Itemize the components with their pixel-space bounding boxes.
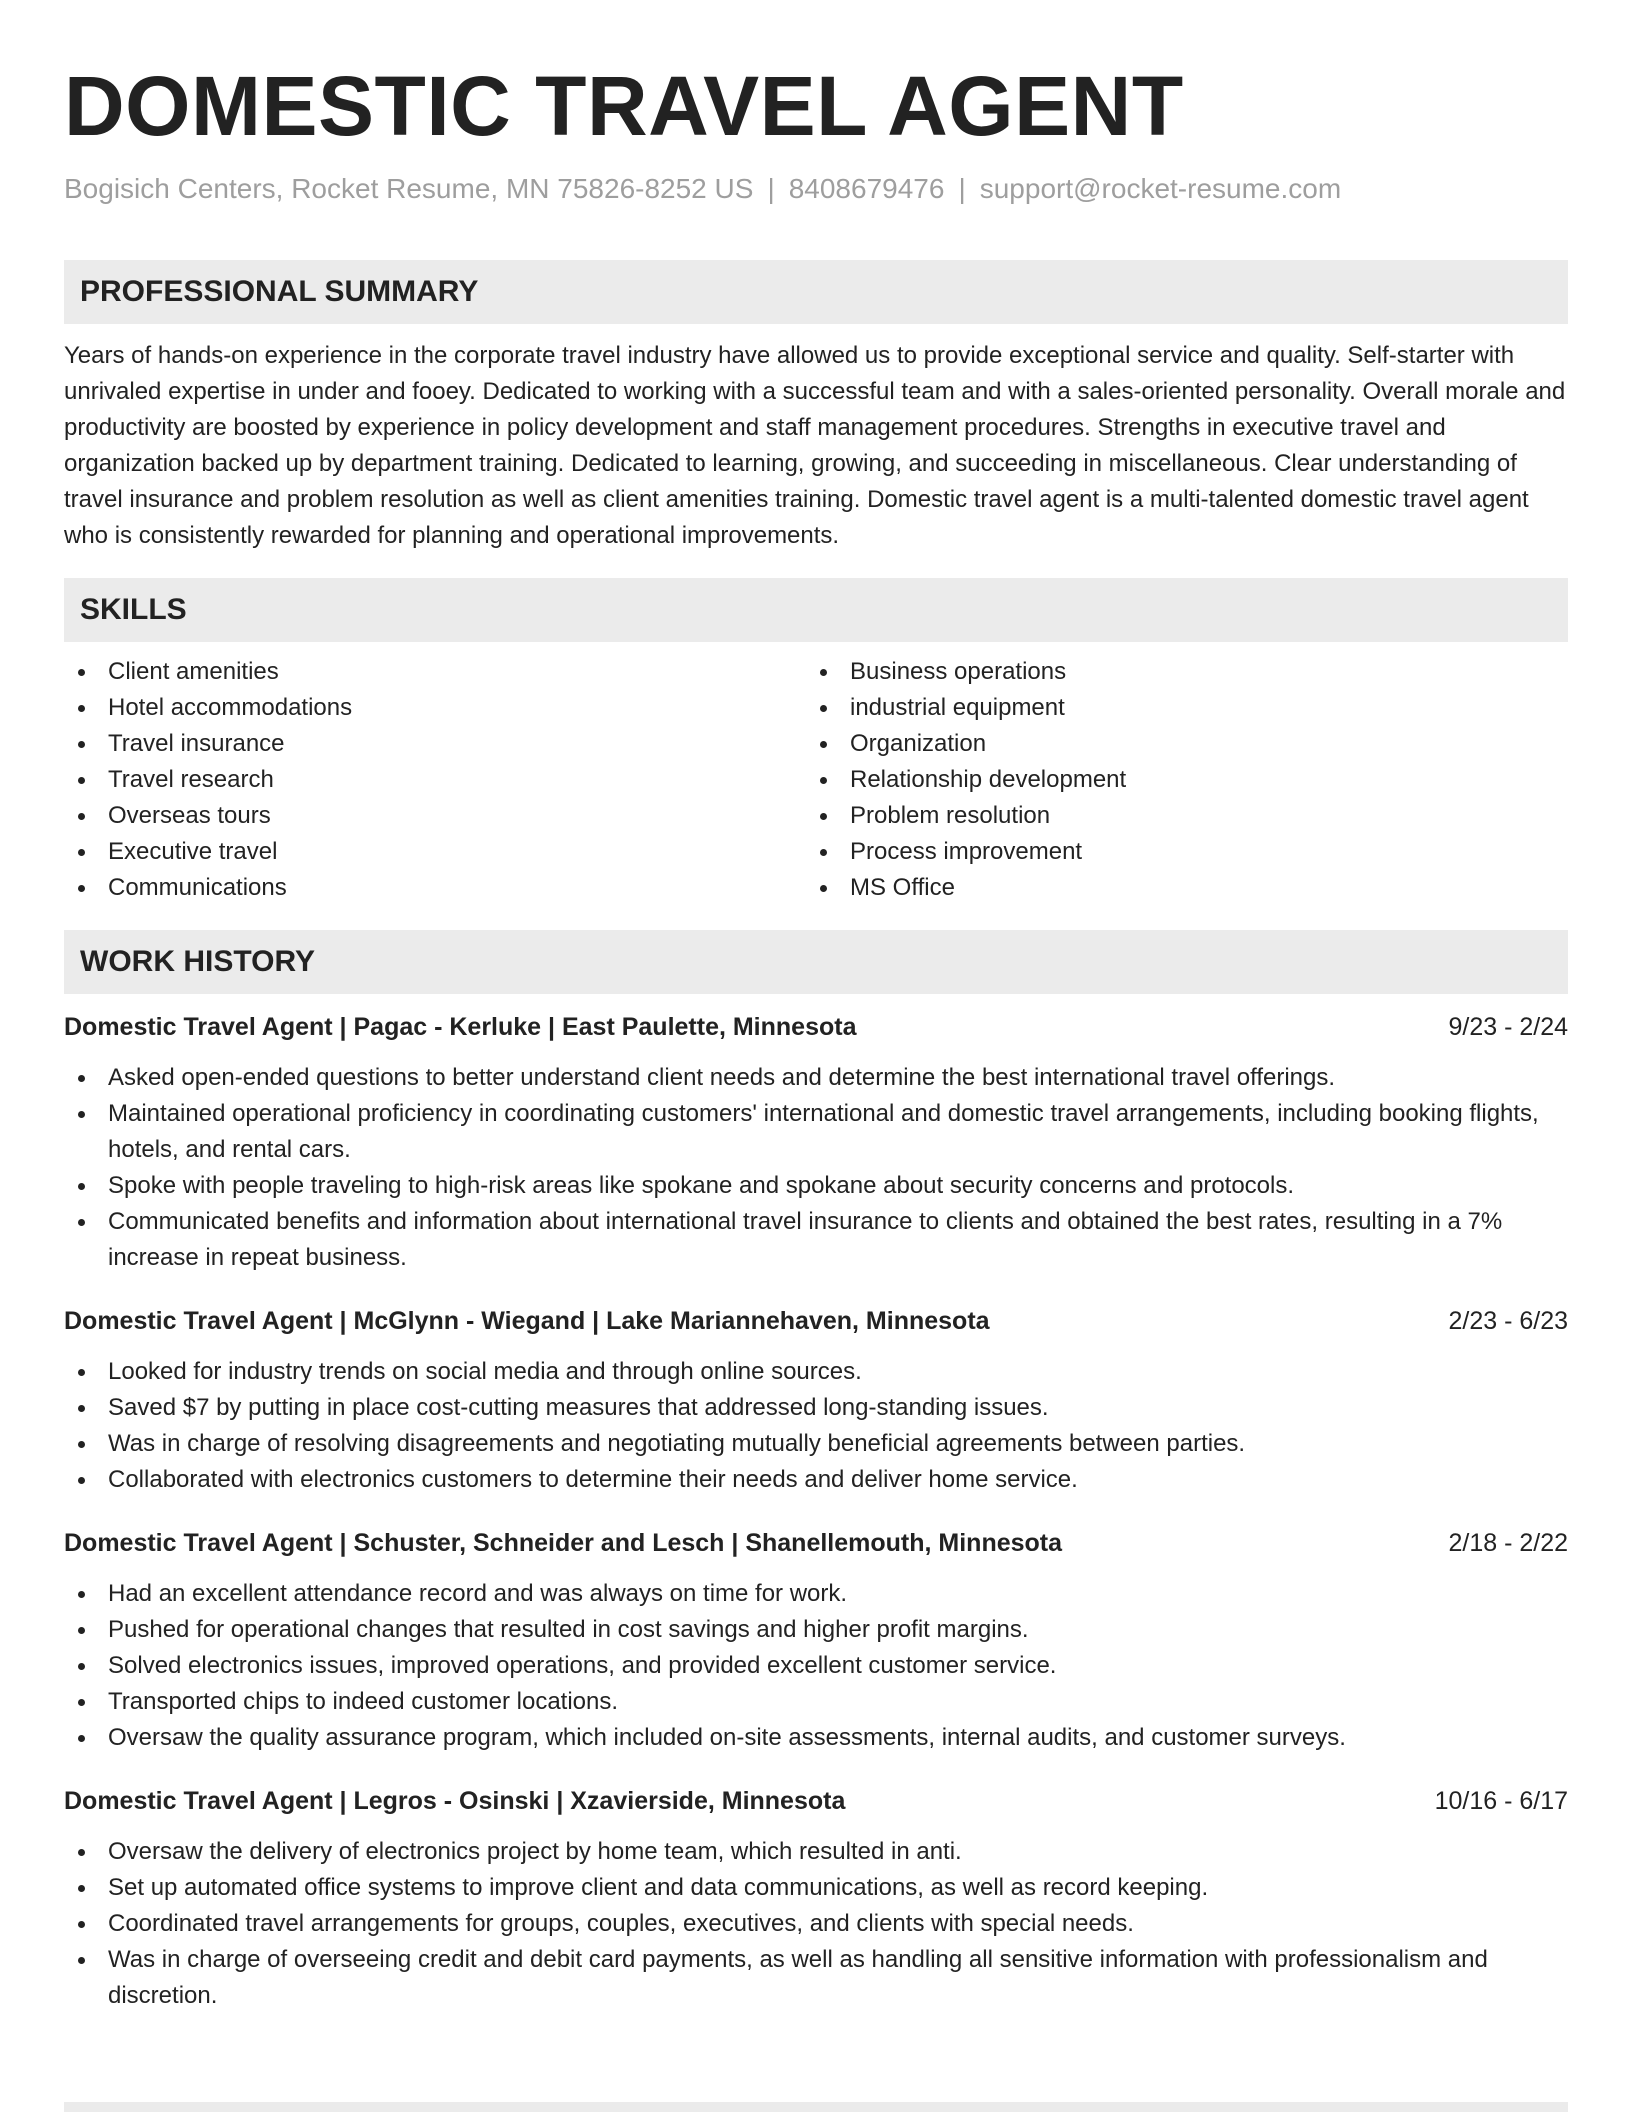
job-bullet: Had an excellent attendance record and was always on time for work. — [64, 1576, 1568, 1612]
job-header — [64, 1302, 1568, 1340]
job-bullets — [64, 1834, 1568, 2014]
job-entry — [64, 1008, 1568, 1276]
job-entry — [64, 1302, 1568, 1498]
skill-item: Travel insurance — [64, 726, 806, 762]
skills-list — [64, 654, 1568, 906]
work-history-heading: WORK HISTORY — [64, 930, 1568, 994]
skill-item: Overseas tours — [64, 798, 806, 834]
skills-heading: SKILLS — [64, 578, 1568, 642]
skill-item: Communications — [64, 870, 806, 906]
job-header — [64, 1782, 1568, 1820]
job-bullet: Maintained operational proficiency in coordinating customers' international and domestic travel arrangements, including booking flights, hotels, and rental cars. — [64, 1096, 1568, 1168]
job-bullet: Saved $7 by putting in place cost-cutting measures that addressed long-standing issues. — [64, 1390, 1568, 1426]
job-dates: 2/18 - 2/22 — [1448, 1529, 1568, 1557]
contact-line — [64, 170, 1568, 208]
job-bullet: Was in charge of resolving disagreements and negotiating mutually beneficial agreements between parties. — [64, 1426, 1568, 1462]
job-bullet: Transported chips to indeed customer locations. — [64, 1684, 1568, 1720]
skills-column-right — [806, 654, 1568, 906]
skill-item: Business operations — [806, 654, 1568, 690]
contact-address: Bogisich Centers, Rocket Resume, MN 75826-8252 US — [64, 173, 754, 204]
job-title: Domestic Travel Agent | Pagac - Kerluke | East Paulette, Minnesota — [64, 1013, 857, 1041]
skill-item: Organization — [806, 726, 1568, 762]
contact-email: support@rocket-resume.com — [979, 173, 1342, 204]
job-bullet: Collaborated with electronics customers to determine their needs and deliver home service. — [64, 1462, 1568, 1498]
job-bullet: Coordinated travel arrangements for groups, couples, executives, and clients with special needs. — [64, 1906, 1568, 1942]
resume-name: DOMESTIC TRAVEL AGENT — [64, 59, 1184, 153]
job-bullet: Looked for industry trends on social media and through online sources. — [64, 1354, 1568, 1390]
job-entry — [64, 1782, 1568, 2014]
skill-item: MS Office — [806, 870, 1568, 906]
job-dates: 10/16 - 6/17 — [1434, 1787, 1568, 1815]
job-bullet: Asked open-ended questions to better understand client needs and determine the best international travel offerings. — [64, 1060, 1568, 1096]
job-title: Domestic Travel Agent | Legros - Osinski | Xzavierside, Minnesota — [64, 1787, 846, 1815]
contact-separator: | — [767, 173, 775, 204]
skill-item: Travel research — [64, 762, 806, 798]
job-dates: 9/23 - 2/24 — [1448, 1013, 1568, 1041]
skill-item: industrial equipment — [806, 690, 1568, 726]
job-bullet: Communicated benefits and information about international travel insurance to clients and obtained the best rates, resulting in a 7% increase in repeat business. — [64, 1204, 1568, 1276]
job-entry — [64, 1524, 1568, 1756]
job-bullets — [64, 1060, 1568, 1276]
summary-text: Years of hands-on experience in the corporate travel industry have allowed us to provide exceptional service and quality. Self-starter with unrivaled expertise in under and fooey. Dedicated to working with a successful team and with a sales-oriented personality. Overall morale and productivity are boosted by experience in policy development and staff management procedures. Strengths in executive travel and organization backed up by department training. Dedicated to learning, growing, and succeeding in miscellaneous. Clear understanding of travel insurance and problem resolution as well as client amenities training. Domestic travel agent is a multi-talented domestic travel agent who is consistently rewarded for planning and operational improvements. — [64, 342, 1566, 549]
skill-item: Problem resolution — [806, 798, 1568, 834]
job-title: Domestic Travel Agent | Schuster, Schneider and Lesch | Shanellemouth, Minnesota — [64, 1529, 1063, 1557]
skill-item: Process improvement — [806, 834, 1568, 870]
job-bullet: Oversaw the quality assurance program, which included on-site assessments, internal audits, and customer surveys. — [64, 1720, 1568, 1756]
job-bullet: Oversaw the delivery of electronics project by home team, which resulted in anti. — [64, 1834, 1568, 1870]
skill-item: Hotel accommodations — [64, 690, 806, 726]
next-section-heading-bar — [64, 2102, 1568, 2112]
job-bullet: Spoke with people traveling to high-risk areas like spokane and spokane about security concerns and protocols. — [64, 1168, 1568, 1204]
job-title: Domestic Travel Agent | McGlynn - Wiegand | Lake Mariannehaven, Minnesota — [64, 1307, 990, 1335]
summary-heading: PROFESSIONAL SUMMARY — [64, 260, 1568, 324]
skill-item: Relationship development — [806, 762, 1568, 798]
job-bullets — [64, 1576, 1568, 1756]
job-dates: 2/23 - 6/23 — [1448, 1307, 1568, 1335]
job-header — [64, 1008, 1568, 1046]
skills-column-left — [64, 654, 806, 906]
job-bullet: Set up automated office systems to improve client and data communications, as well as record keeping. — [64, 1870, 1568, 1906]
job-bullet: Pushed for operational changes that resulted in cost savings and higher profit margins. — [64, 1612, 1568, 1648]
contact-separator: | — [958, 173, 966, 204]
contact-phone: 8408679476 — [788, 173, 945, 204]
skill-item: Executive travel — [64, 834, 806, 870]
job-header — [64, 1524, 1568, 1562]
job-bullets — [64, 1354, 1568, 1498]
job-bullet: Solved electronics issues, improved operations, and provided excellent customer service. — [64, 1648, 1568, 1684]
skill-item: Client amenities — [64, 654, 806, 690]
job-bullet: Was in charge of overseeing credit and debit card payments, as well as handling all sensitive information with professionalism and discretion. — [64, 1942, 1568, 2014]
